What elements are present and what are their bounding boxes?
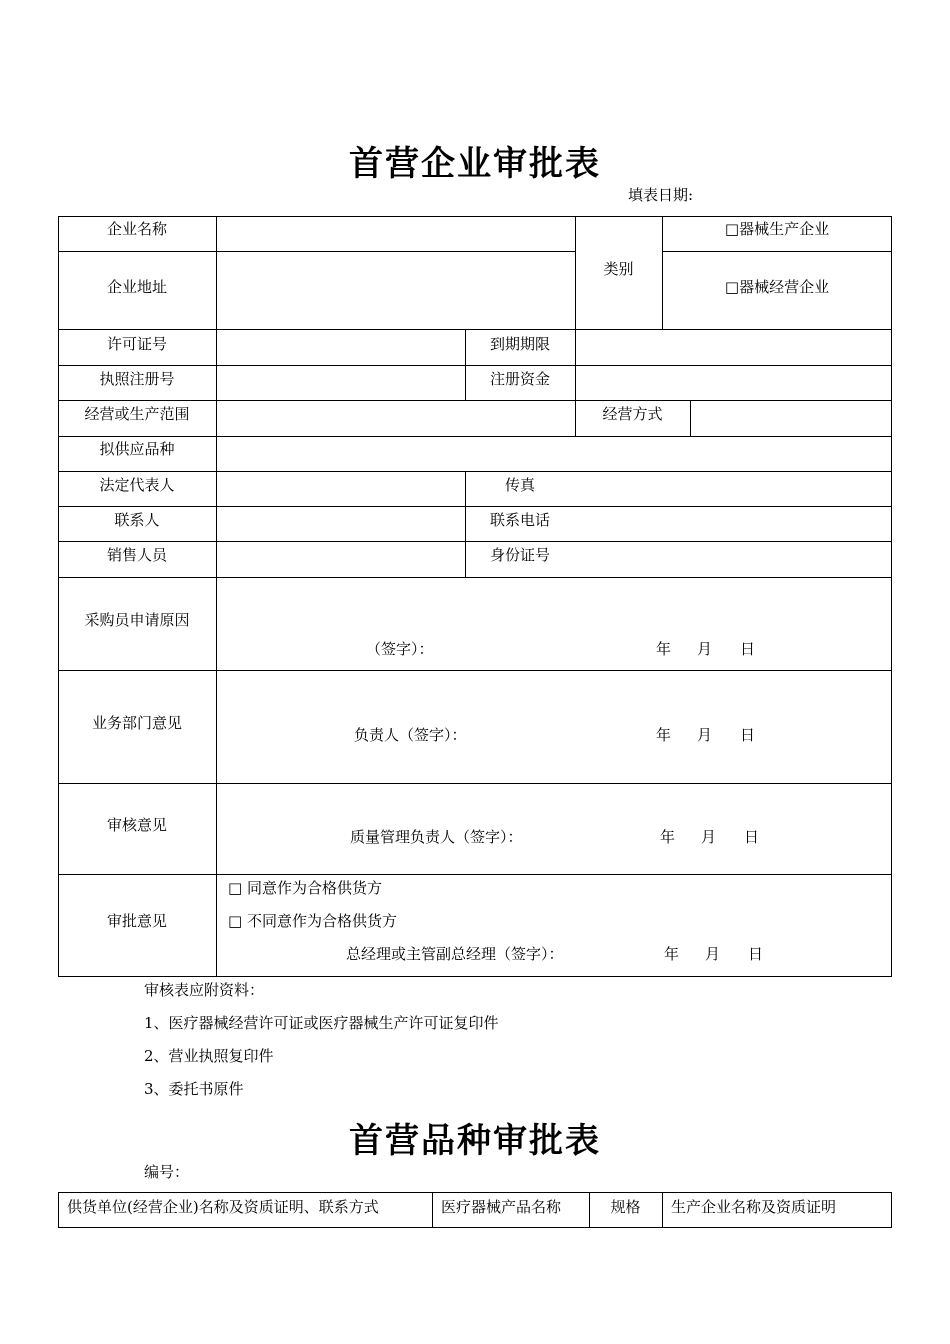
expiry-label: 到期期限 xyxy=(489,335,550,353)
proposed-items-label: 拟供应品种 xyxy=(99,440,175,458)
gm-sign-label: 总经理或主管副总经理（签字）： xyxy=(346,945,564,963)
id-no-label: 身份证号 xyxy=(489,546,550,564)
business-reg-no-label: 执照注册号 xyxy=(99,370,175,388)
date-day: 日 xyxy=(744,828,760,846)
attachment-item: 2、营业执照复印件 xyxy=(144,1047,274,1065)
second-title: 首营品种审批表 xyxy=(349,1121,601,1161)
date-day: 日 xyxy=(740,640,756,658)
date-year: 年 xyxy=(660,828,676,846)
column-header-spec: 规格 xyxy=(610,1198,641,1216)
attachments-heading: 审核表应附资料： xyxy=(144,981,265,999)
fax-label: 传真 xyxy=(504,476,535,494)
column-header-manufacturer: 生产企业名称及资质证明 xyxy=(671,1198,837,1216)
date-year: 年 xyxy=(664,945,680,963)
reg-capital-label: 注册资金 xyxy=(489,370,550,388)
contact-label: 联系人 xyxy=(114,511,160,529)
date-month: 月 xyxy=(697,640,713,658)
disagree-checkbox[interactable]: □ 不同意作为合格供货方 xyxy=(228,912,397,930)
purchaser-sign-label: （签字）： xyxy=(366,640,434,658)
license-no-label: 许可证号 xyxy=(106,335,167,353)
scope-label: 经营或生产范围 xyxy=(84,405,190,423)
business-mode-label: 经营方式 xyxy=(602,405,663,423)
date-day: 日 xyxy=(748,945,764,963)
distributor-checkbox[interactable]: □器械经营企业 xyxy=(724,278,830,296)
column-header-product-name: 医疗器械产品名称 xyxy=(441,1198,562,1216)
qa-sign-label: 质量管理负责人（签字）： xyxy=(350,828,523,846)
dept-opinion-label: 业务部门意见 xyxy=(91,714,182,732)
attachment-item: 1、医疗器械经营许可证或医疗器械生产许可证复印件 xyxy=(144,1014,499,1032)
date-day: 日 xyxy=(740,726,756,744)
sales-person-label: 销售人员 xyxy=(106,546,167,564)
legal-rep-label: 法定代表人 xyxy=(99,476,175,494)
company-address-label: 企业地址 xyxy=(106,278,167,296)
category-label: 类别 xyxy=(603,260,634,278)
date-year: 年 xyxy=(656,640,672,658)
manufacturer-checkbox[interactable]: □器械生产企业 xyxy=(724,220,830,238)
date-month: 月 xyxy=(705,945,721,963)
contact-phone-label: 联系电话 xyxy=(489,511,550,529)
date-month: 月 xyxy=(701,828,717,846)
approval-opinion-label: 审批意见 xyxy=(106,912,167,930)
company-name-label: 企业名称 xyxy=(106,220,167,238)
dept-sign-label: 负责人（签字）： xyxy=(354,726,467,744)
agree-checkbox[interactable]: □ 同意作为合格供货方 xyxy=(228,879,382,897)
attachment-item: 3、委托书原件 xyxy=(144,1080,244,1098)
date-year: 年 xyxy=(656,726,672,744)
number-label: 编号： xyxy=(144,1163,190,1181)
date-month: 月 xyxy=(697,726,713,744)
column-header-supplier: 供货单位(经营企业)名称及资质证明、联系方式 xyxy=(67,1198,379,1216)
purchaser-reason-label: 采购员申请原因 xyxy=(84,611,190,629)
fill-date-label: 填表日期: xyxy=(628,186,694,204)
review-opinion-label: 审核意见 xyxy=(106,816,167,834)
page-title: 首营企业审批表 xyxy=(349,144,601,184)
